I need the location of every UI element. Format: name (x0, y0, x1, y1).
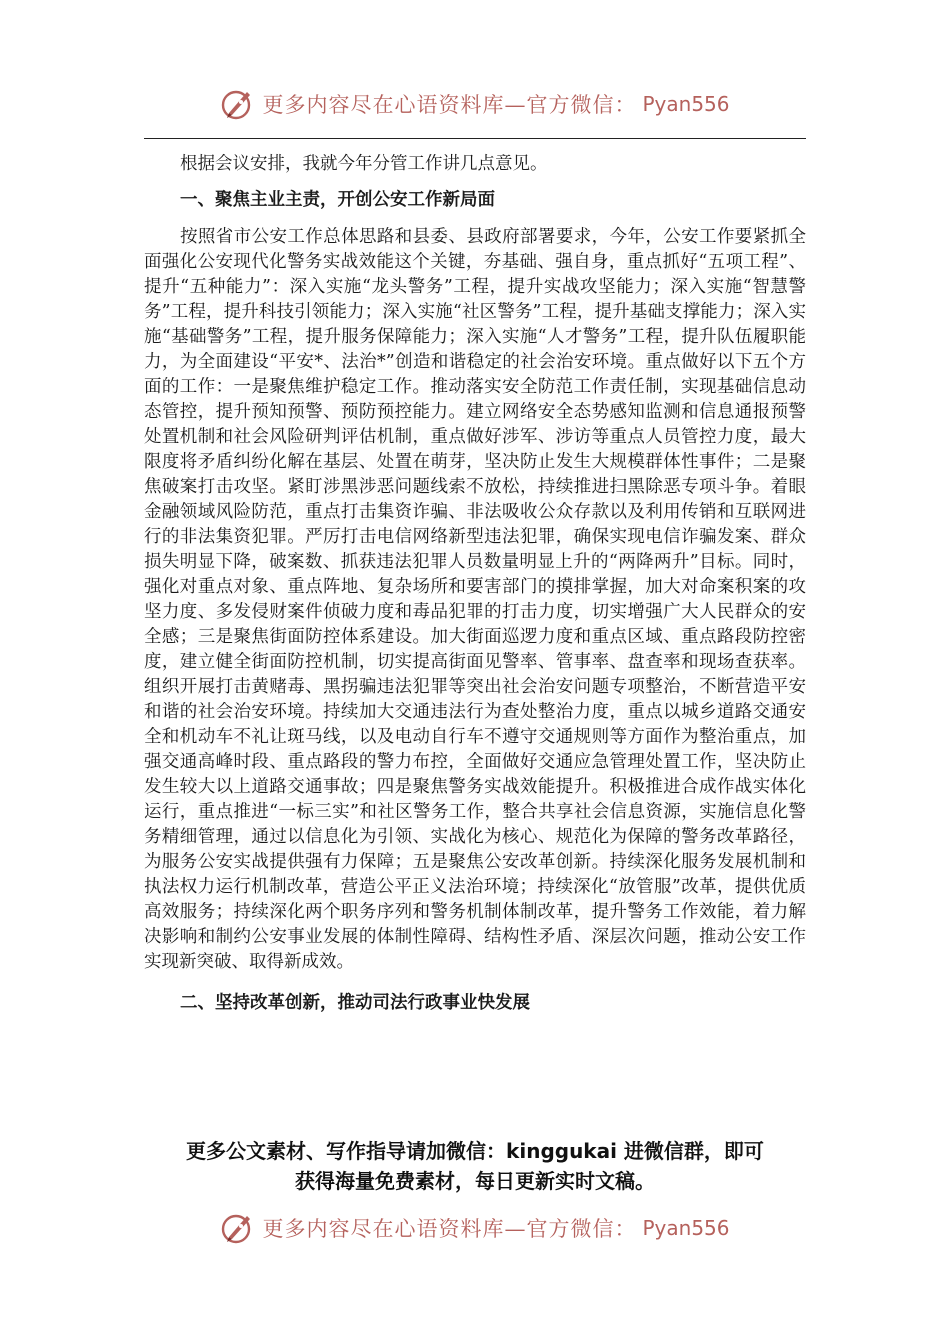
pen-logo-icon (220, 86, 256, 122)
promo-line-1: 更多公文素材、写作指导请加微信：kinggukai 进微信群，即可 (186, 1139, 764, 1163)
document-body (144, 152, 806, 1016)
promo-line-2: 获得海量免费素材，每日更新实时文稿。 (295, 1169, 655, 1193)
section-2-heading: 二、坚持改革创新，推动司法行政事业快发展 (180, 993, 530, 1013)
section-1-heading: 一、聚焦主业主责，开创公安工作新局面 (180, 190, 495, 210)
header-banner-wechat-id: Pyan556 (642, 92, 730, 116)
footer-banner-wechat-id: Pyan556 (642, 1216, 730, 1240)
section-1-body: 按照省市公安工作总体思路和县委、县政府部署要求，今年，公安工作要紧抓全面强化公安现代化警务实战效能这个关键，夯基础、强自身，重点抓好“五项工程”、提升“五种能力”：深入实施“龙头警务”工程，提升实战攻坚能力；深入实施“智慧警务”工程，提升科技引领能力；深入实施“社区警务”工程，提升基础支撑能力；深入实施“基础警务”工程，提升服务保障能力；深入实施“人才警务”工程，提升队伍履职能力，为全面建设“平安*、法治*”创造和谐稳定的社会治安环境。重点做好以下五个方面的工作：一是聚焦维护稳定工作。推动落实安全防范工作责任制，实现基础信息动态管控，提升预知预警、预防预控能力。建立网络安全态势感知监测和信息通报预警处置机制和社会风险研判评估机制，重点做好涉军、涉访等重点人员管控力度，最大限度将矛盾纠纷化解在基层、处置在萌芽，坚决防止发生大规模群体性事件；二是聚焦破案打击攻坚。紧盯涉黑涉恶问题线索不放松，持续推进扫黑除恶专项斗争。着眼金融领域风险防范，重点打击集资诈骗、非法吸收公众存款以及利用传销和互联网进行的非法集资犯罪。严厉打击电信网络新型违法犯罪，确保实现电信诈骗发案、群众损失明显下降，破案数、抓获违法犯罪人员数量明显上升的“两降两升”目标。同时，强化对重点对象、重点阵地、复杂场所和要害部门的摸排掌握，加大对命案积案的攻坚力度、多发侵财案件侦破力度和毒品犯罪的打击力度，切实增强广大人民群众的安全感；三是聚焦街面防控体系建设。加大街面巡逻力度和重点区域、重点路段防控密度，建立健全街面防控机制，切实提高街面见警率、管事率、盘查率和现场查获率。组织开展打击黄赌毒、黑拐骗违法犯罪等突出社会治安问题专项整治，不断营造平安和谐的社会治安环境。持续加大交通违法行为查处整治力度，重点以城乡道路交通安全和机动车不礼让斑马线，以及电动自行车不遵守交通规则等方面作为整治重点，加强交通高峰时段、重点路段的警力布控，全面做好交通应急管理处置工作，坚决防止发生较大以上道路交通事故；四是聚焦警务实战效能提升。积极推进合成作战实体化运行，重点推进“一标三实”和社区警务工作，整合共享社会信息资源，实施信息化警务精细管理，通过以信息化为引领、实战化为核心、规范化为保障的警务改革路径，为服务公安实战提供强有力保障；五是聚焦公安改革创新。持续深化服务发展机制和执法权力运行机制改革，营造公平正义法治环境；持续深化“放管服”改革，提供优质高效服务；持续深化两个职务序列和警务机制体制改革，提升警务工作效能，着力解决影响和制约公安事业发展的体制性障碍、结构性矛盾、深层次问题，推动公安工作实现新突破、取得新成效。 (144, 227, 806, 972)
header-banner (0, 82, 950, 126)
promo-notice (100, 1136, 850, 1196)
pen-logo-icon (220, 1210, 256, 1246)
footer-banner-text: 更多内容尽在心语资料库—官方微信： (262, 1217, 637, 1241)
header-banner-text: 更多内容尽在心语资料库—官方微信： (262, 93, 637, 117)
header-divider (144, 138, 806, 139)
footer-banner (0, 1206, 950, 1250)
intro-paragraph: 根据会议安排，我就今年分管工作讲几点意见。 (180, 154, 548, 174)
